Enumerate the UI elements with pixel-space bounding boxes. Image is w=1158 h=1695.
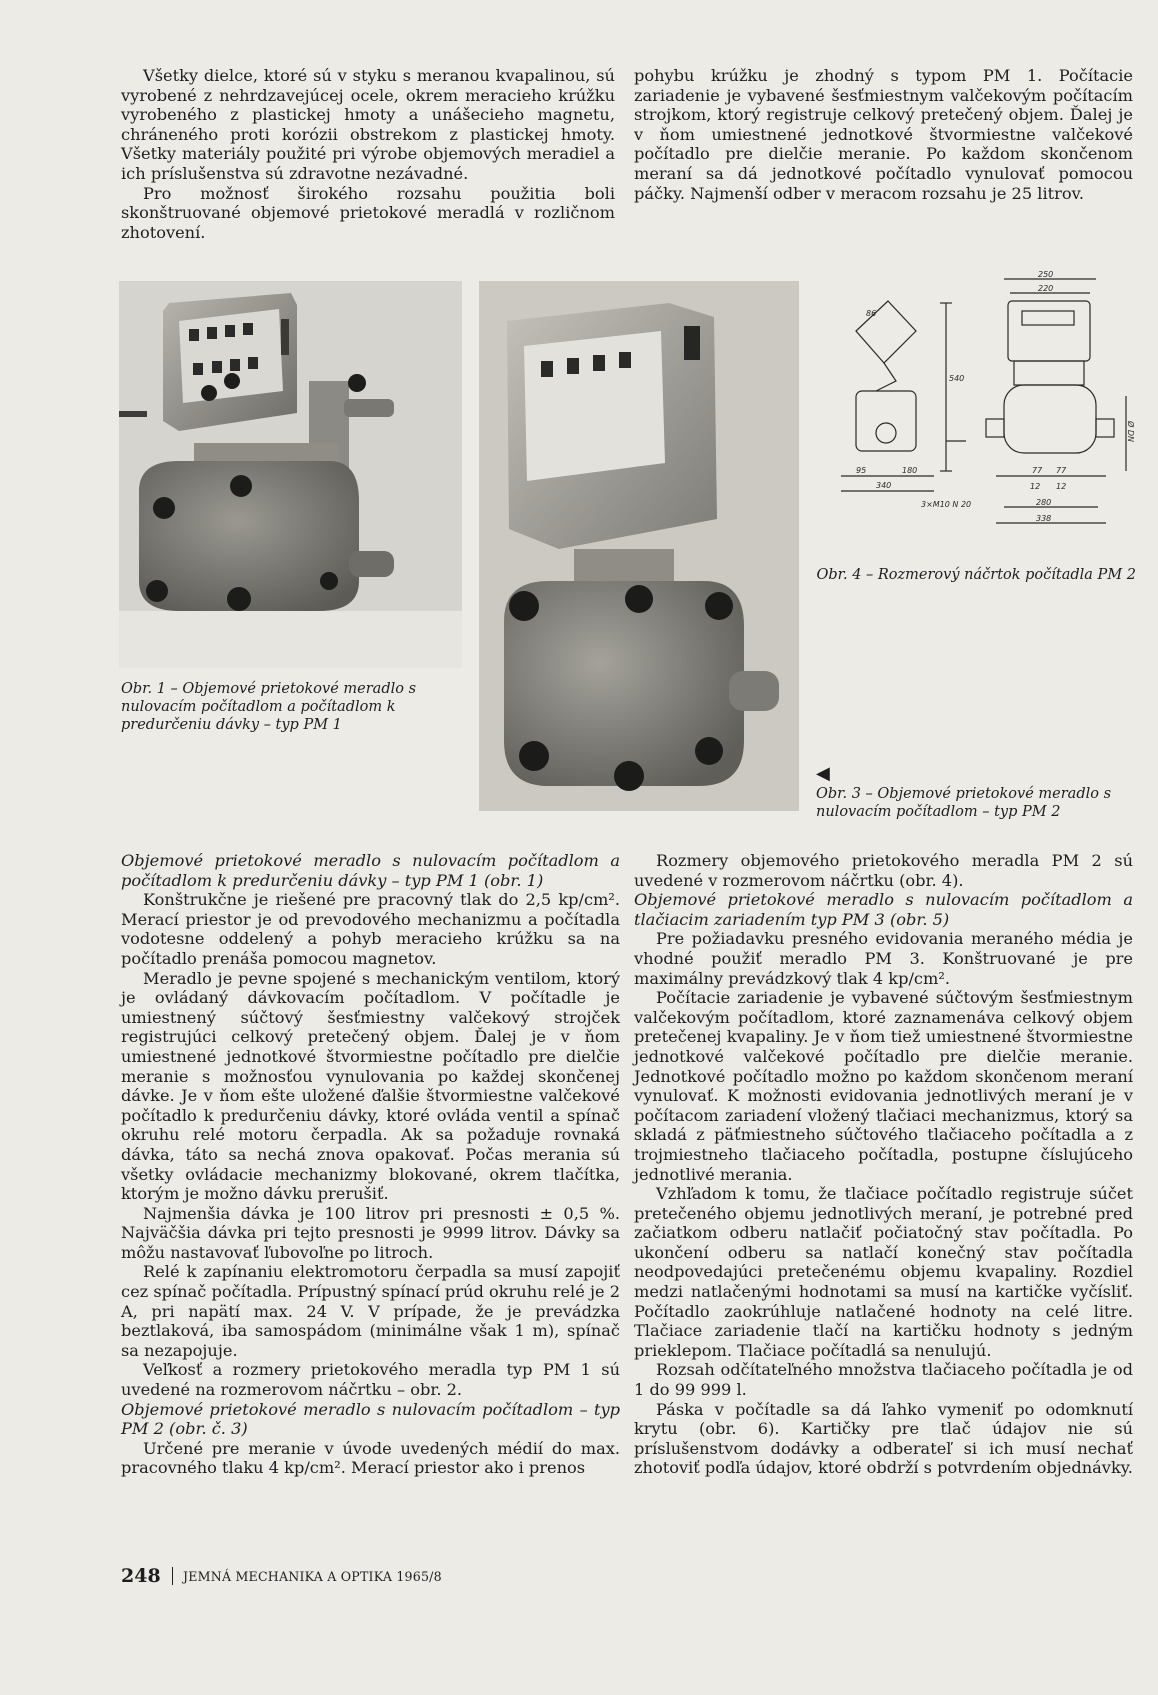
paragraph: Relé k zapínaniu elektromotoru čerpadla sa musí zapojiť cez spínač počítadla. Prípustný spínací prúd okruhu relé je 2 A, pri napätí max. 24 V. V prípade, že je prevádzka beztlaková, iba samospádom (minimálne však 1 m), spínač sa nezapojuje. — [121, 1262, 620, 1360]
sketch-label: 12 — [1030, 482, 1041, 491]
section-heading: Objemové prietokové meradlo s nulovacím počítadlom – typ PM 2 (obr. č. 3) — [121, 1399, 620, 1439]
sketch-label: 3×M10 N 20 — [921, 500, 972, 509]
paragraph: Určené pre meranie v úvode uvedených médií do max. pracovného tlaku 4 kp/cm². Merací priestor ako i prenos — [121, 1438, 620, 1478]
paragraph: Meradlo je pevne spojené s mechanickým ventilom, ktorý je ovládaný dávkovacím počítadlom. V počítadle je umiestnený súčtový šesťmiestny valčekový strojček registrujúci celkový pretečený objem. Ďalej je v ňom umiestnené jednotkové štvormiestne počítadlo pre dielčie meranie s možnosťou vynulovania po každej skončenej dávke. Je v ňom ešte uložené ďalšie štvormiestne valčekové počítadlo k predurčeniu dávky, ktoré ovláda ventil a spínač okruhu relé motoru čerpadla. Ak sa požaduje rovnaká dávka, táto sa nechá znova opakovať. Počas merania sú všetky ovládacie mechanizmy blokované, okrem tlačítka, ktorým je možno dávku prerušiť. — [121, 968, 620, 1204]
paragraph: Konštrukčne je riešené pre pracovný tlak do 2,5 kp/cm². Merací priestor je od prevodového mechanizmu a počítadla vodotesne oddelený a pohyb meracieho krúžku sa na počítadlo prenáša pomocou magnetov. — [121, 890, 620, 968]
sketch-label: 77 — [1056, 466, 1067, 475]
text-column-top-left — [121, 66, 615, 242]
paragraph: Veľkosť a rozmery prietokového meradla typ PM 1 sú uvedené na rozmerovom náčrtku – obr. 2. — [121, 1360, 620, 1400]
sketch-label: 280 — [1036, 498, 1052, 507]
section-heading: Objemové prietokové meradlo s nulovacím počítadlom a tlačiacim zariadením typ PM 3 (obr. 5) — [634, 890, 1133, 929]
figure-4-caption: Obr. 4 – Rozmerový náčrtok počítadla PM 2 — [816, 567, 1136, 583]
paragraph: Pro možnosť širokého rozsahu použitia boli skonštruované objemové prietokové meradlá v rozličnom zhotovení. — [121, 183, 615, 242]
sketch-label: 540 — [949, 374, 965, 383]
paragraph: Počítacie zariadenie je vybavené súčtovým šesťmiestnym valčekovým počítadlom, ktoré zaznamenáva celkový objem pretečenej kvapaliny. Je v ňom tiež umiestnené štvormiestne jednotkové valčekové počítadlo pre dielčie meranie. Jednotkové počítadlo možno po každom skončenom meraní vynulovať. K možnosti evidovania jednotlivých meraní je v počítacom zariadení vložený tlačiaci mechanizmus, ktorý sa skladá z päťmiestneho súčtového tlačiaceho počítadla a z trojmiestneho tlačiaceho počítadla, postupne číslujúceho jednotlivé merania. — [634, 988, 1133, 1184]
text-column-bottom-left — [121, 851, 620, 1478]
paragraph: Pre požiadavku presného evidovania meraného média je vhodné použiť meradlo PM 3. Konštruované je pre maximálny prevádzkový tlak 4 kp/cm². — [634, 929, 1133, 988]
caption-pointer-icon: ◀ — [816, 763, 830, 784]
sketch-label: 338 — [1036, 514, 1052, 523]
sketch-label: 220 — [1038, 284, 1054, 293]
text-column-bottom-right — [634, 851, 1133, 1478]
figure-1-caption: Obr. 1 – Objemové prietokové meradlo s nulovacím počítadlom a počítadlom k predurčeniu dávky – typ PM 1 — [121, 681, 417, 733]
sketch-label: Ø DN — [1126, 421, 1135, 442]
paragraph: Vzhľadom k tomu, že tlačiace počítadlo registruje súčet pretečeného objemu jednotlivých meraní, je potrebné pred začiatkom odberu natlačiť počiatočný stav počítadla. Po ukončení odberu sa natlačí konečný stav počítadla neodpovedajúci pretečenému objemu kvapaliny. Rozdiel medzi natlačenými hodnotami sa musí na kartičke vyčísliť. Počítadlo zaokrúhluje natlačené hodnoty na celé litre. Tlačiace zariadenie tlačí na kartičku hodnoty s jedným prieklepom. Tlačiace počítadlá sa nenulujú. — [634, 1184, 1133, 1360]
sketch-label: 340 — [876, 481, 892, 490]
sketch-label: 86 — [866, 309, 877, 318]
figure-3-photo — [479, 281, 799, 811]
section-heading: Objemové prietokové meradlo s nulovacím počítadlom a počítadlom k predurčeniu dávky – typ PM 1 (obr. 1) — [121, 851, 620, 890]
sketch-label: 95 — [856, 466, 867, 475]
figure-4-dimension-sketch — [836, 271, 1146, 552]
sketch-label: 12 — [1056, 482, 1067, 491]
paragraph: pohybu krúžku je zhodný s typom PM 1. Počítacie zariadenie je vybavené šesťmiestnym valčekovým počítacím strojkom, ktorý registruje celkový pretečený objem. Ďalej je v ňom umiestnené jednotkové štvormiestne valčekové počítadlo pre dielčie meranie. Po každom skončenom meraní sa dá jednotkové počítadlo vynulovať pomocou páčky. Najmenší odber v meracom rozsahu je 25 litrov. — [634, 66, 1133, 203]
sketch-label: 250 — [1038, 271, 1054, 279]
sketch-label: 77 — [1032, 466, 1043, 475]
paragraph: Rozsah odčítateľného množstva tlačiaceho počítadla je od 1 do 99 999 l. — [634, 1360, 1133, 1400]
footer-divider — [172, 1567, 173, 1585]
figure-1-photo — [119, 281, 462, 668]
page-number: 248 — [121, 1565, 161, 1587]
paragraph: Najmenšia dávka je 100 litrov pri presnosti ± 0,5 %. Najväčšia dávka pri tejto presnosti je 9999 litrov. Dávky sa môžu nastavovať ľubovoľne po litroch. — [121, 1203, 620, 1262]
text-column-top-right — [634, 66, 1133, 203]
paragraph: Páska v počítadle sa dá ľahko vymeniť po odomknutí krytu (obr. 6). Kartičky pre tlač údajov nie sú príslušenstvom dodávky a odberateľ si ich musí nechať zhotoviť podľa údajov, ktoré obdrží s potvrdením objednávky. — [634, 1399, 1133, 1478]
figure-3-caption: Obr. 3 – Objemové prietokové meradlo s nulovacím počítadlom – typ PM 2 — [816, 786, 1112, 820]
sketch-label: 180 — [902, 466, 918, 475]
journal-title: JEMNÁ MECHANIKA A OPTIKA 1965/8 — [183, 1569, 442, 1584]
paragraph: Rozmery objemového prietokového meradla PM 2 sú uvedené v rozmerovom náčrtku (obr. 4). — [634, 851, 1133, 890]
paragraph: Všetky dielce, ktoré sú v styku s meranou kvapalinou, sú vyrobené z nehrdzavejúcej ocele, okrem meracieho krúžku vyrobeného z plastickej hmoty a unášecieho magnetu, chráneného proti korózii obstrekom z plastickej hmoty. Všetky materiály použité pri výrobe objemových meradiel a ich príslušenstva sú zdravotne nezávadné. — [121, 66, 615, 183]
